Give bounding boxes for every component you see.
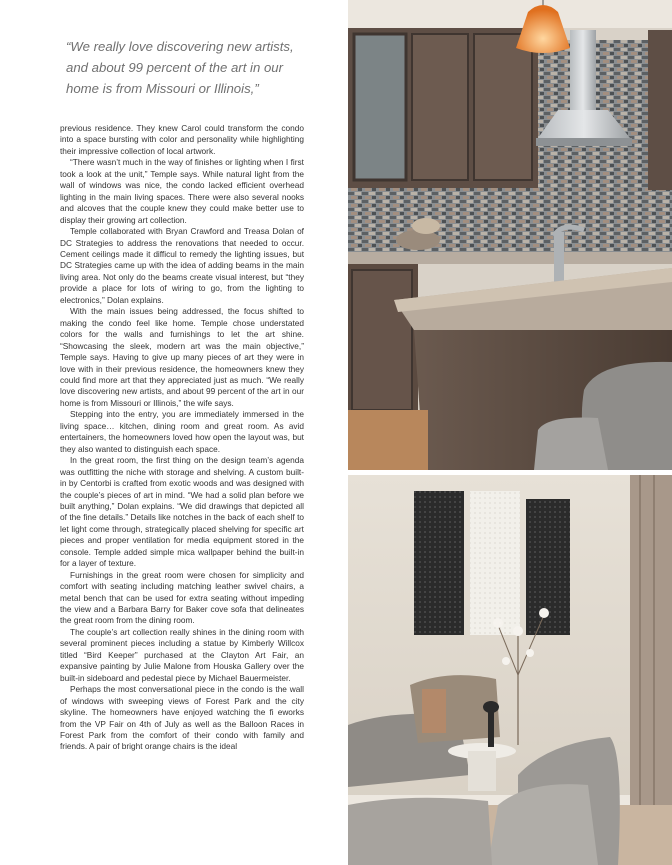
paragraph: previous residence. They knew Carol could transform the condo into a space bursting with color and personality while highlighting their impressive collection of local artwork. <box>60 123 304 156</box>
paragraph: Temple collaborated with Bryan Crawford and Treasa Dolan of DC Strategies to address the renovations that needed to occur. Cement ceilings made it difficul to remedy the lighting issues, but DC Strategies came up with the idea of adding beams in the main living area. Not only do the beams create visual interest, but “they provide a place for lots of wiring to go, from the lighting to electronics,” Dolan explains. <box>60 226 304 305</box>
article-column <box>60 24 304 753</box>
paragraph: With the main issues being addressed, the focus shifted to making the condo feel like home. Temple chose understated colors for the walls and furnishings to let the art shine. “Showcasing the sleek, modern art was the main objective,” Temple says. Having to give up many pieces of art they were in love with in their previous residence, the homeowners knew they could find more art that they appreciated just as much. “We really love discovering new artists, and about 99 percent of the art in our home is from Missouri or Illinois,” the wife says. <box>60 306 304 408</box>
paragraph: The couple’s art collection really shines in the dining room with several prominent pieces including a statue by Kimberly Willcox titled “Bird Keeper” purchased at the Clayton Art Fair, an expansive painting by Julie Malone from Houska Gallery over the built-in sideboard and pedestal piece by Michael Bauermeister. <box>60 626 304 683</box>
article-body <box>60 123 304 753</box>
pull-quote: “We really love discovering new artists, and about 99 percent of the art in our home is from Missouri or Illinois,” <box>66 39 294 96</box>
paragraph: In the great room, the first thing on the design team’s agenda was outfitting the niche with storage and shelving. A custom built-in by Centorbi is crafted from exotic woods and was designed with the couple’s pieces of art in mind. “We had a solid plan before we built anything,” Dolan explains. “We did drawings that depicted all of the fine details.” Details like notches in the back of each shelf to let light come through, strategically placed shelving for specific art pieces and proper ventilation for media equipment stored in the console. Temple added simple mica wallpaper behind the built-in for a layer of texture. <box>60 455 304 569</box>
paragraph: Furnishings in the great room were chosen for simplicity and comfort with seating including matching leather swivel chairs, a metal bench that can be used for extra seating without impeding the view and a Barbara Barry for Baker cove sofa that delineates the great room from the dining room. <box>60 569 304 626</box>
paragraph: Perhaps the most conversational piece in the condo is the wall of windows with sweeping views of Forest Park and the city skyline. The homeowners have enjoyed watching the fi eworks from the VP Fair on 4th of July as well as the Balloon Races in Forest Park from the comfort of their condo with family and friends. A pair of bright orange chairs is the ideal <box>60 684 304 752</box>
kitchen-photo <box>348 0 672 470</box>
paragraph: Stepping into the entry, you are immediately immersed in the living space… kitchen, dining room and great room. As avid entertainers, the homeowners loved how open the layout was, but they also wanted to distinguish each space. <box>60 409 304 454</box>
paragraph: “There wasn’t much in the way of finishes or lighting when I first took a look at the unit,” Temple says. While natural light from the wall of windows was nice, the condo lacked efficient overhead lighting in the main living spaces. There were also several nooks and alcoves that the couple knew they could make better use to display their growing art collection. <box>60 157 304 225</box>
living-room-photo <box>348 475 672 865</box>
